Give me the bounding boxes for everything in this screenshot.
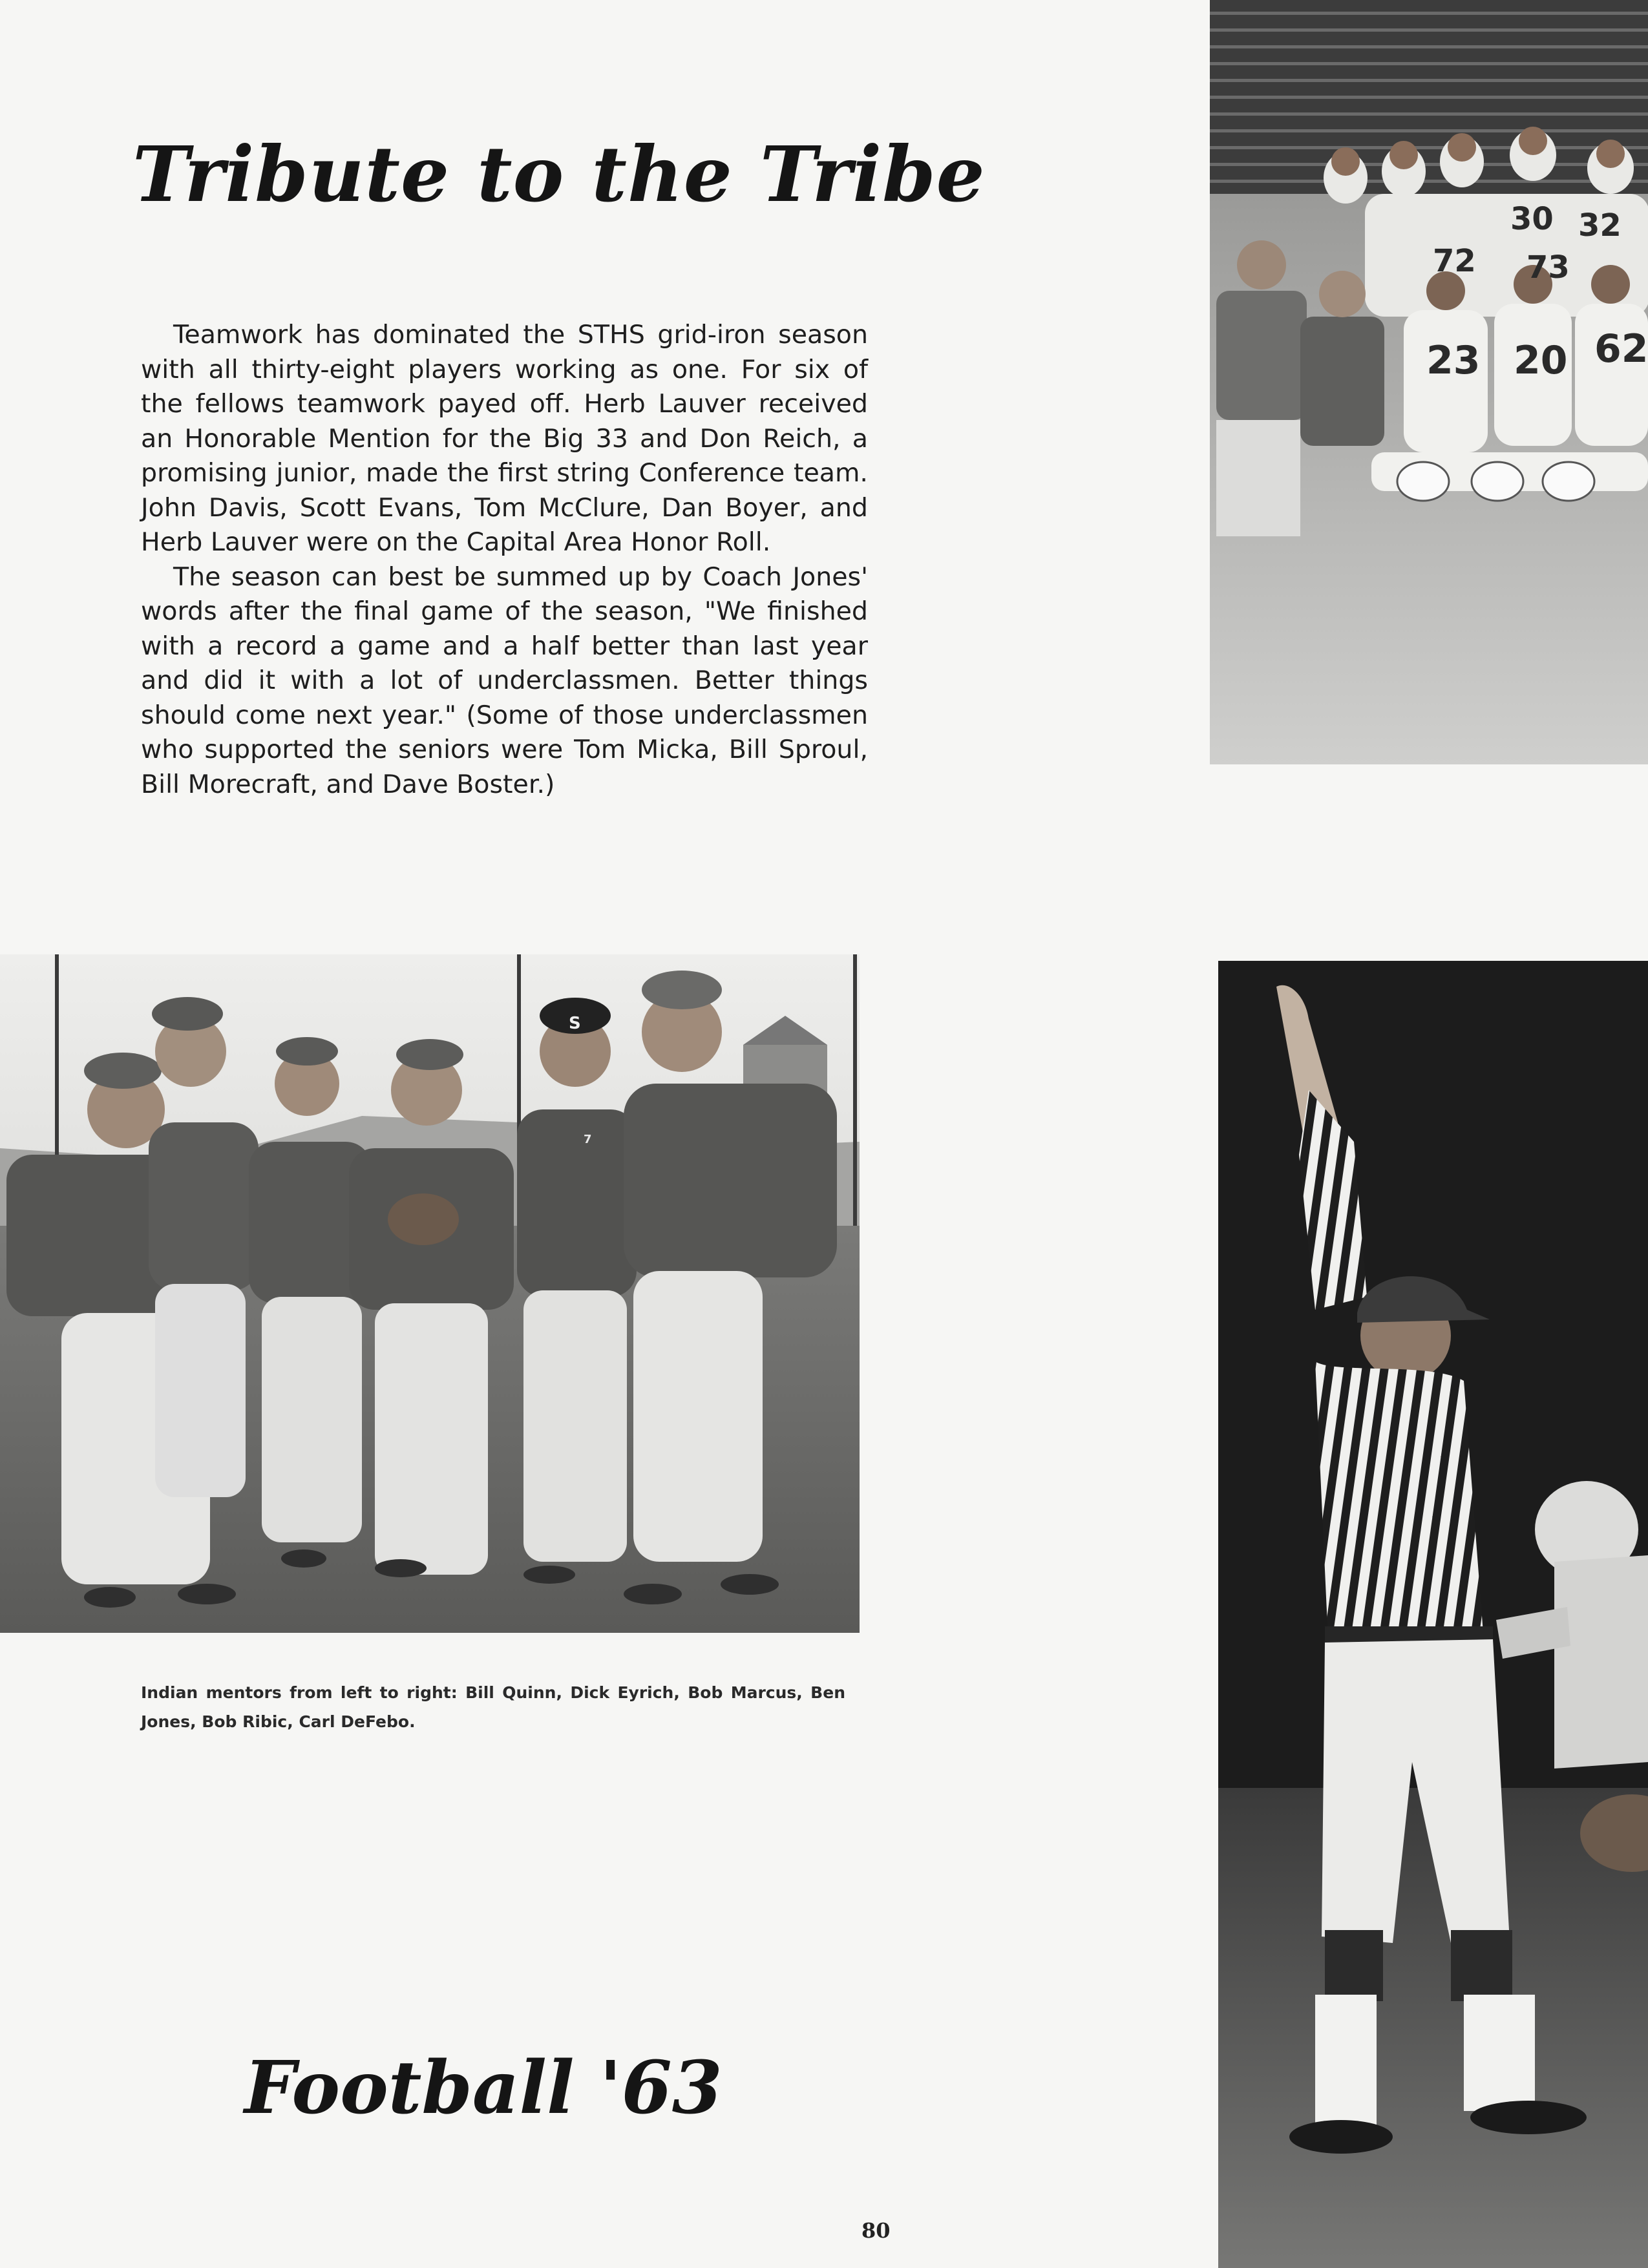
cap-letter: S — [569, 1014, 581, 1033]
coaches-photo — [0, 954, 860, 1633]
article-paragraph: Teamwork has dominated the STHS grid-iron season with all thirty-eight players working as one. For six of the fellows teamwork payed off. Herb Lauver received an Honorable Mention for the Big 33 and Don Reich, a promising junior, made the first string Conference team. John Davis, Scott Evans, Tom McClure, Dan Boyer, and Herb Lauver were on the Capital Area Honor Roll. — [141, 320, 868, 557]
article-body — [141, 318, 868, 802]
referee-photo-image — [1218, 961, 1648, 2268]
referee-photo — [1218, 961, 1648, 2268]
coaches-photo-caption: Indian mentors from left to right: Bill Quinn, Dick Eyrich, Bob Marcus, Ben Jones, Bob Ribic, Carl DeFebo. — [141, 1683, 845, 1731]
jersey-number: 23 — [1426, 338, 1481, 383]
jersey-number: 30 — [1510, 201, 1554, 237]
page-title: Tribute to the Tribe — [132, 129, 986, 219]
jersey-number: 32 — [1578, 207, 1622, 244]
section-title: Football '63 — [244, 2046, 723, 2130]
jersey-number: 20 — [1514, 338, 1568, 383]
team-photo-image — [1210, 0, 1648, 764]
page-number: 80 — [861, 2218, 891, 2243]
jersey-number: 72 — [1433, 243, 1476, 279]
article-paragraph: The season can best be summed up by Coach Jones' words after the final game of the season, "We finished with a record a game and a half better than last year and did it with a lot of underclassmen. Better things should come next year." (Some of those underclassmen who supported the seniors were Tom Micka, Bill Sproul, Bill Morecraft, and Dave Boster.) — [141, 562, 868, 799]
jersey-number: 62 — [1594, 326, 1648, 372]
jersey-number: 73 — [1527, 249, 1570, 286]
team-photo — [1210, 0, 1648, 764]
coaches-photo-image — [0, 954, 860, 1633]
shirt-badge-number: 7 — [584, 1133, 592, 1146]
